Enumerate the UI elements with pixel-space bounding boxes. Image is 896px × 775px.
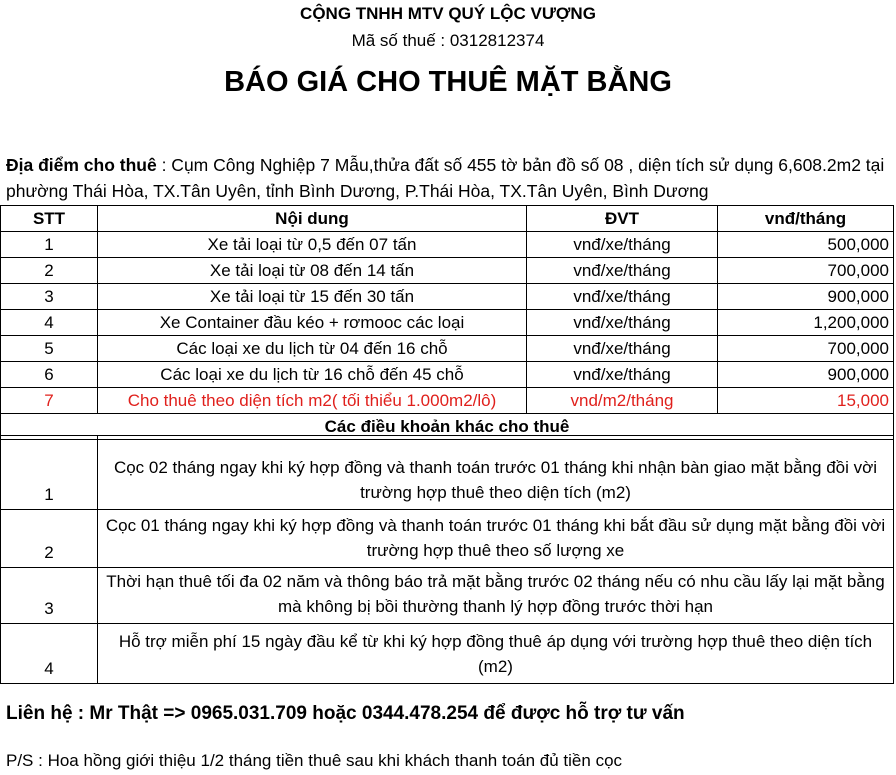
term-number: 1 (1, 436, 98, 510)
location-paragraph (6, 152, 892, 204)
terms-row (1, 624, 894, 684)
price-table-header (1, 206, 894, 232)
table-row (1, 284, 894, 310)
row-unit: vnđ/xe/tháng (527, 362, 718, 388)
table-row (1, 310, 894, 336)
table-row (1, 362, 894, 388)
contact-line: Liên hệ : Mr Thật => 0965.031.709 hoặc 0344.478.254 để được hỗ trợ tư vấn (6, 703, 685, 724)
row-content: Các loại xe du lịch từ 16 chỗ đến 45 chỗ (98, 362, 527, 388)
row-content: Các loại xe du lịch từ 04 đến 16 chỗ (98, 336, 527, 362)
row-stt: 5 (1, 336, 98, 362)
row-price: 700,000 (718, 258, 894, 284)
table-row (1, 258, 894, 284)
row-price: 15,000 (718, 388, 894, 414)
terms-row (1, 510, 894, 568)
row-stt: 3 (1, 284, 98, 310)
price-table (0, 205, 894, 440)
row-stt: 7 (1, 388, 98, 414)
term-number: 3 (1, 568, 98, 624)
row-content: Xe tải loại từ 0,5 đến 07 tấn (98, 232, 527, 258)
row-stt: 1 (1, 232, 98, 258)
row-stt: 6 (1, 362, 98, 388)
term-number: 2 (1, 510, 98, 568)
header-unit: ĐVT (527, 206, 718, 232)
table-row (1, 336, 894, 362)
row-price: 900,000 (718, 284, 894, 310)
row-content: Xe tải loại từ 08 đến 14 tấn (98, 258, 527, 284)
company-name: CỘNG TNHH MTV QUÝ LỘC VƯỢNG (300, 4, 596, 23)
row-unit: vnđ/xe/tháng (527, 232, 718, 258)
terms-row (1, 568, 894, 624)
header-price: vnđ/tháng (718, 206, 894, 232)
location-label: Địa điểm cho thuê (6, 155, 157, 175)
row-unit: vnđ/xe/tháng (527, 310, 718, 336)
terms-table (0, 435, 894, 684)
header-content: Nội dung (98, 206, 527, 232)
tax-id: Mã số thuế : 0312812374 (351, 31, 545, 50)
table-row-highlight (1, 388, 894, 414)
terms-title: Các điều khoản khác cho thuê (1, 414, 894, 440)
term-text: Cọc 02 tháng ngay khi ký hợp đồng và thanh toán trước 01 tháng khi nhận bàn giao mặt bằng đồi vời trường hợp thuê theo diện tích (m2) (98, 436, 894, 510)
location-text: : Cụm Công Nghiệp 7 Mẫu,thửa đất số 455 tờ bản đồ số 08 , diện tích sử dụng 6,608.2m2 tại phường Thái Hòa, TX.Tân Uyên, tỉnh Bình Dương, P.Thái Hòa, TX.Tân Uyên, Bình Dương (6, 155, 885, 201)
page-title: BÁO GIÁ CHO THUÊ MẶT BẰNG (224, 66, 672, 98)
row-content: Xe tải loại từ 15 đến 30 tấn (98, 284, 527, 310)
term-number: 4 (1, 624, 98, 684)
row-unit: vnđ/xe/tháng (527, 258, 718, 284)
row-unit: vnđ/xe/tháng (527, 336, 718, 362)
postscript-note: P/S : Hoa hồng giới thiệu 1/2 tháng tiền thuê sau khi khách thanh toán đủ tiền cọc (6, 751, 623, 770)
row-content: Xe Container đầu kéo + rơmooc các loại (98, 310, 527, 336)
table-row (1, 232, 894, 258)
term-text: Thời hạn thuê tối đa 02 năm và thông báo trả mặt bằng trước 02 tháng nếu có nhu cầu lấy lại mặt bằng mà không bị bồi thường thanh lý hợp đồng trước thời hạn (98, 568, 894, 624)
terms-row (1, 436, 894, 510)
row-price: 900,000 (718, 362, 894, 388)
header-stt: STT (1, 206, 98, 232)
term-text: Cọc 01 tháng ngay khi ký hợp đồng và thanh toán trước 01 tháng khi bắt đầu sử dụng mặt bằng đồi vời trường hợp thuê theo số lượng xe (98, 510, 894, 568)
term-text: Hỗ trợ miễn phí 15 ngày đầu kể từ khi ký hợp đồng thuê áp dụng với trường hợp thuê theo diện tích (m2) (98, 624, 894, 684)
row-price: 500,000 (718, 232, 894, 258)
row-stt: 2 (1, 258, 98, 284)
row-unit: vnđ/xe/tháng (527, 284, 718, 310)
row-price: 1,200,000 (718, 310, 894, 336)
row-price: 700,000 (718, 336, 894, 362)
row-content: Cho thuê theo diện tích m2( tối thiểu 1.000m2/lô) (98, 388, 527, 414)
row-stt: 4 (1, 310, 98, 336)
row-unit: vnd/m2/tháng (527, 388, 718, 414)
